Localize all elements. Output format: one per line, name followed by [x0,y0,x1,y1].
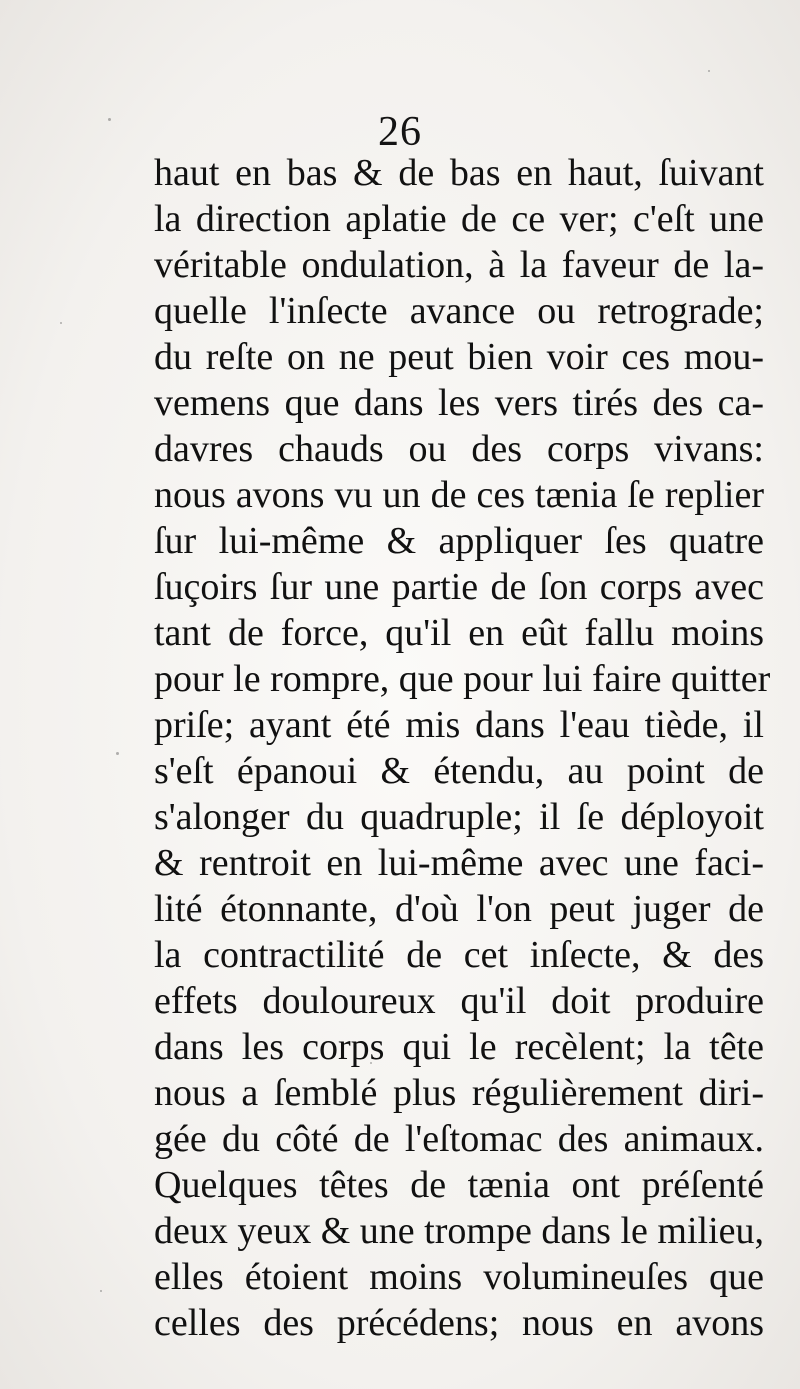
text-line: dans les corps qui le recèlent; la tête [154,1026,764,1068]
text-line: nous a ſemblé plus régulièrement diri- [154,1072,764,1114]
text-line: pour le rompre, que pour lui faire quitter [154,658,771,700]
text-line: la contractilité de cet inſecte, & des [154,934,764,976]
paper-speck [116,752,119,755]
text-line: Quelques têtes de tænia ont préſenté [154,1164,764,1206]
text-line: elles étoient moins volumineuſes que [154,1256,764,1298]
text-line: ſuçoirs ſur une partie de ſon corps avec [154,566,764,608]
page-number: 26 [378,109,422,155]
text-line: s'eſt épanoui & étendu, au point de [154,750,764,792]
text-line: priſe; ayant été mis dans l'eau tiède, il [154,704,764,746]
text-line: effets douloureux qu'il doit produire [154,980,764,1022]
text-line: celles des précédens; nous en avons [154,1302,764,1344]
text-line: quelle l'inſecte avance ou retrograde; [154,290,764,332]
text-line: nous avons vu un de ces tænia ſe replier [154,474,764,516]
text-line: & rentroit en lui-même avec une faci- [154,842,764,884]
paper-speck [370,1062,372,1064]
text-line: gée du côté de l'eſtomac des animaux. [154,1118,764,1160]
paper-speck [60,322,62,324]
paper-speck [100,1290,102,1292]
text-line: lité étonnante, d'où l'on peut juger de [154,888,764,930]
text-line: tant de force, qu'il en eût fallu moins [154,612,764,654]
text-line: haut en bas & de bas en haut, ſuivant [154,152,764,194]
text-line: s'alonger du quadruple; il ſe déployoit [154,796,764,838]
text-line: davres chauds ou des corps vivans: [154,428,764,470]
text-line: la direction aplatie de ce ver; c'eſt une [154,198,764,240]
text-line: véritable ondulation, à la faveur de la- [154,244,764,286]
paper-speck [708,70,710,72]
text-line: vemens que dans les vers tirés des ca- [154,382,764,424]
text-line: deux yeux & une trompe dans le milieu, [154,1210,764,1252]
text-line: ſur lui-même & appliquer ſes quatre [154,520,764,562]
body-text [154,150,771,1346]
paper-speck [108,118,111,121]
text-line: du reſte on ne peut bien voir ces mou- [154,336,764,378]
